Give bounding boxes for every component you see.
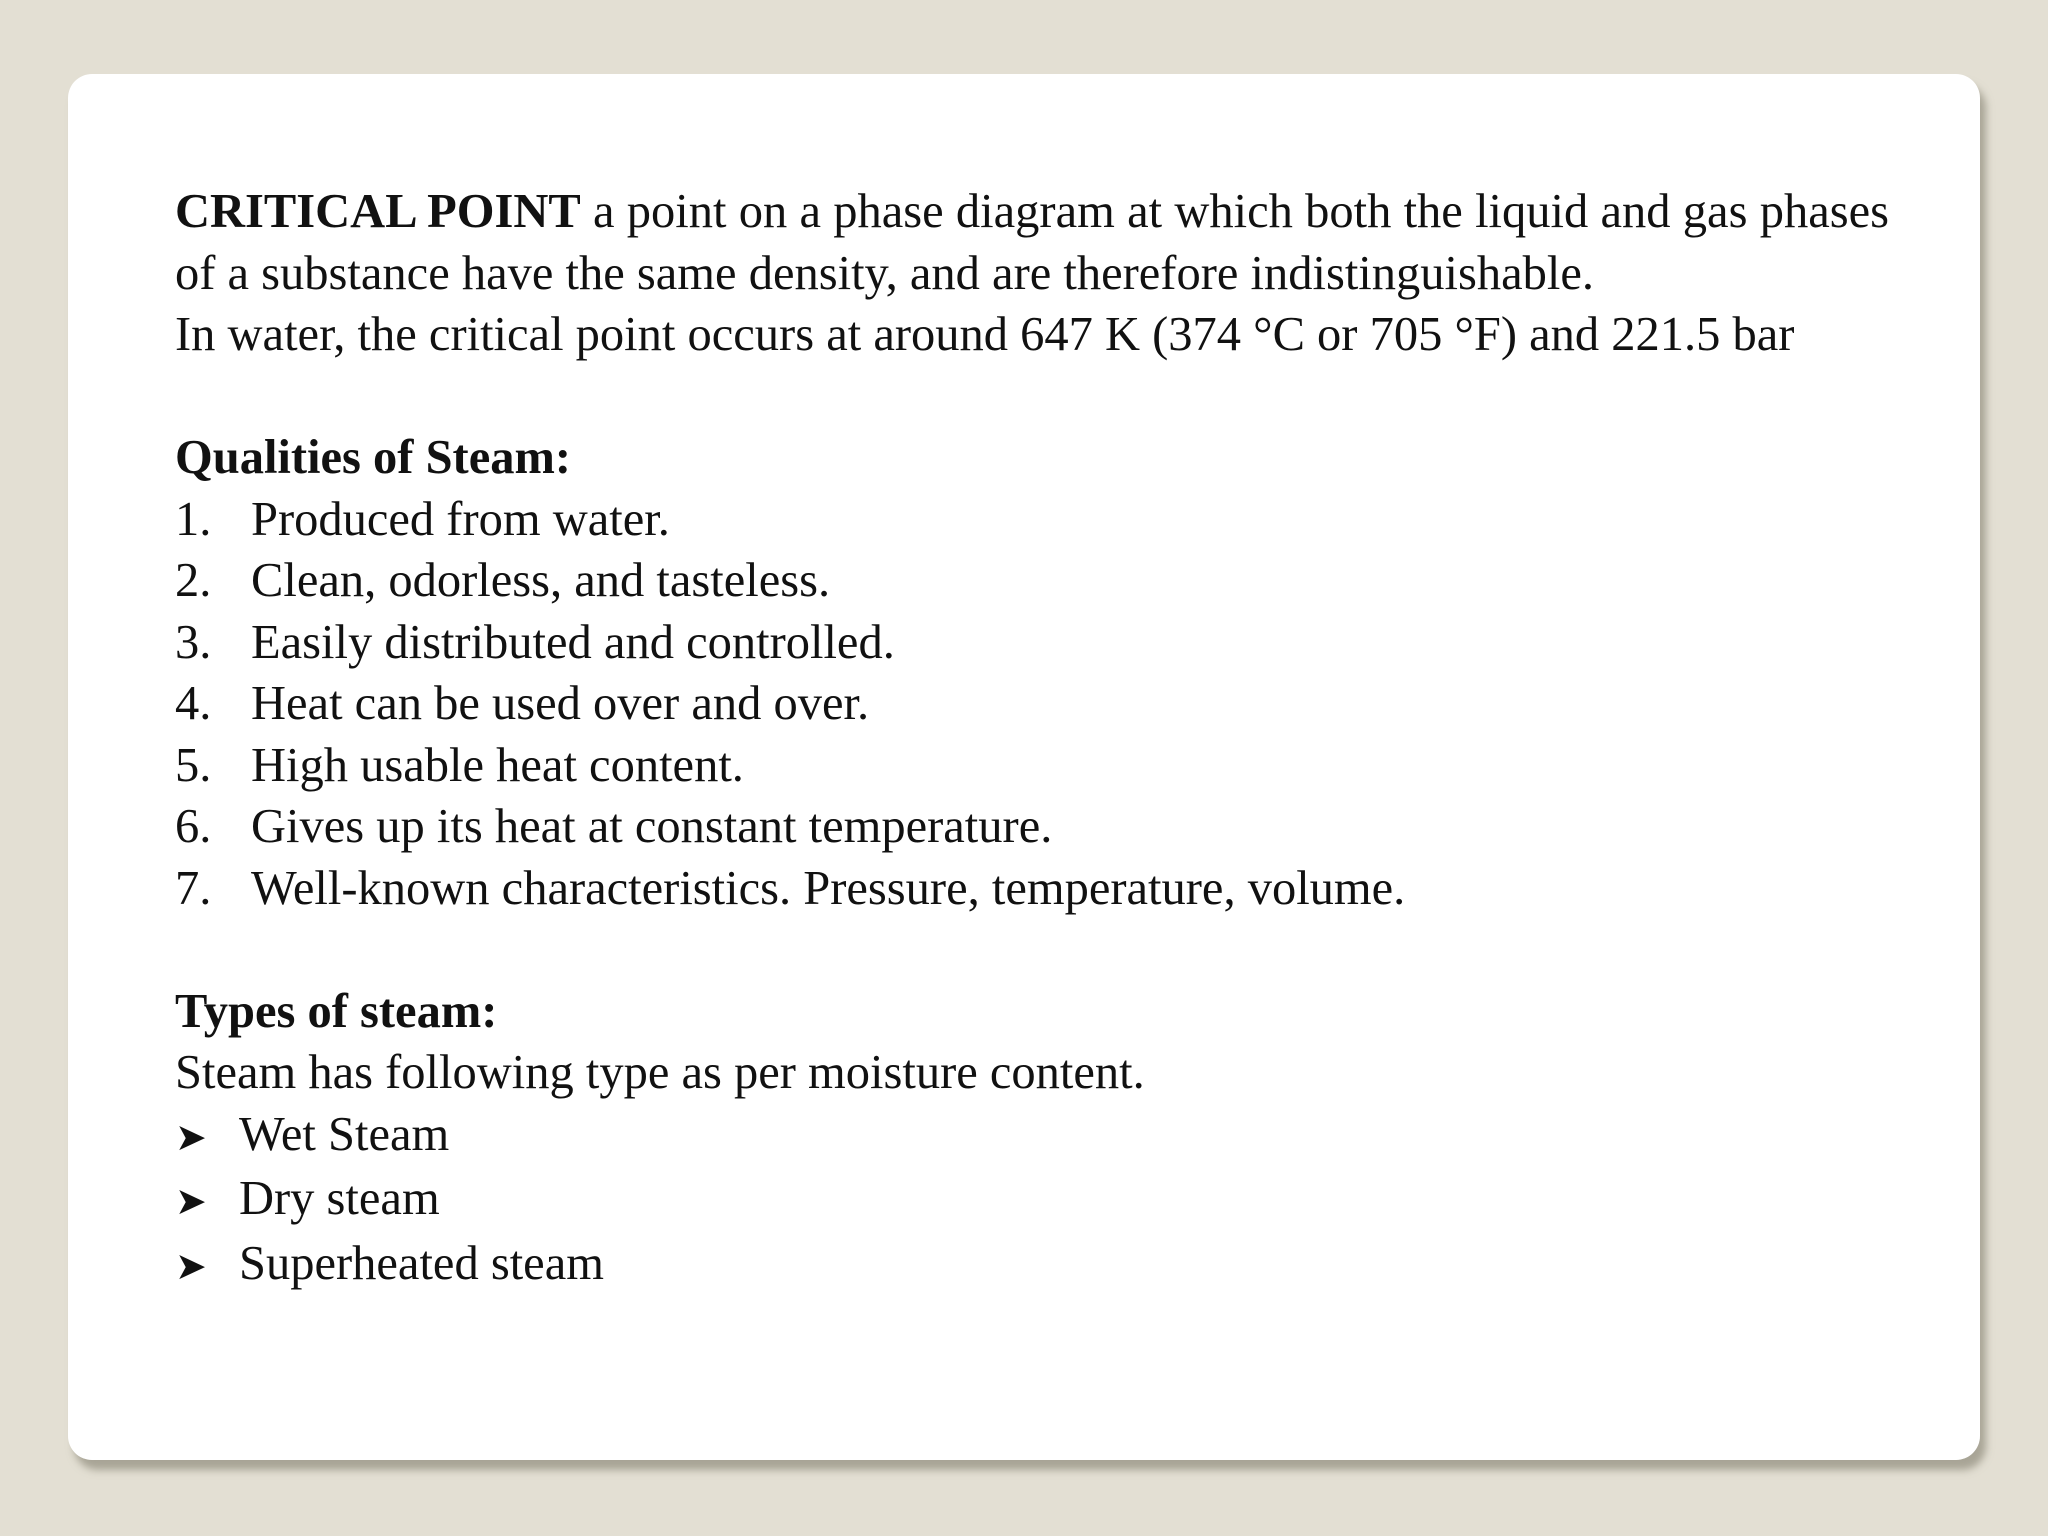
list-item-text: Heat can be used over and over. [251,677,870,730]
list-item-number: 6. [175,800,212,853]
list-item-text: Easily distributed and controlled. [251,615,895,669]
list-item-text: Wet Steam [239,1107,450,1161]
list-item-number: 7. [175,861,212,915]
spacer [175,366,1889,428]
list-item [175,550,1889,612]
list-item-number: 2. [175,554,212,607]
critical-point-definition-text: a point on a phase diagram at which both the liquid and gas phases of a substance have the same density, and are therefore indistinguishable. [175,185,1889,300]
list-item-text: Superheated steam [239,1236,604,1290]
list-item-text: Well-known characteristics. Pressure, temperature, volume. [251,861,1406,915]
types-heading: Types of steam: [175,984,498,1038]
list-item [175,735,1889,797]
list-item [175,858,1889,920]
critical-point-term: CRITICAL POINT [175,185,581,238]
critical-point-definition [175,181,1889,304]
types-intro: Steam has following type as per moisture content. [175,1046,1145,1099]
arrow-bullet-icon: ➤ [175,1114,207,1159]
spacer [175,919,1889,981]
list-item-number: 3. [175,615,212,669]
list-item-number: 4. [175,677,212,730]
list-item [175,673,1889,735]
list-item [175,489,1889,551]
list-item-text: Produced from water. [251,492,670,546]
list-item [175,1168,1889,1233]
list-item-text: Clean, odorless, and tasteless. [251,554,831,607]
arrow-bullet-icon: ➤ [175,1179,207,1223]
list-item-text: High usable heat content. [251,738,744,792]
list-item [175,1104,1889,1169]
list-item-text: Dry steam [239,1172,440,1225]
list-item [175,1233,1889,1298]
water-critical-point-note: In water, the critical point occurs at around 647 K (374 °C or 705 °F) and 221.5 bar [175,308,1795,361]
qualities-heading: Qualities of Steam: [175,431,572,484]
list-item-number: 1. [175,492,212,546]
qualities-list [175,489,1889,920]
list-item-number: 5. [175,738,212,792]
types-list [175,1104,1889,1298]
slide-content [175,181,1889,1297]
list-item [175,612,1889,674]
list-item [175,796,1889,858]
arrow-bullet-icon: ➤ [175,1243,207,1288]
list-item-text: Gives up its heat at constant temperature. [251,800,1053,853]
